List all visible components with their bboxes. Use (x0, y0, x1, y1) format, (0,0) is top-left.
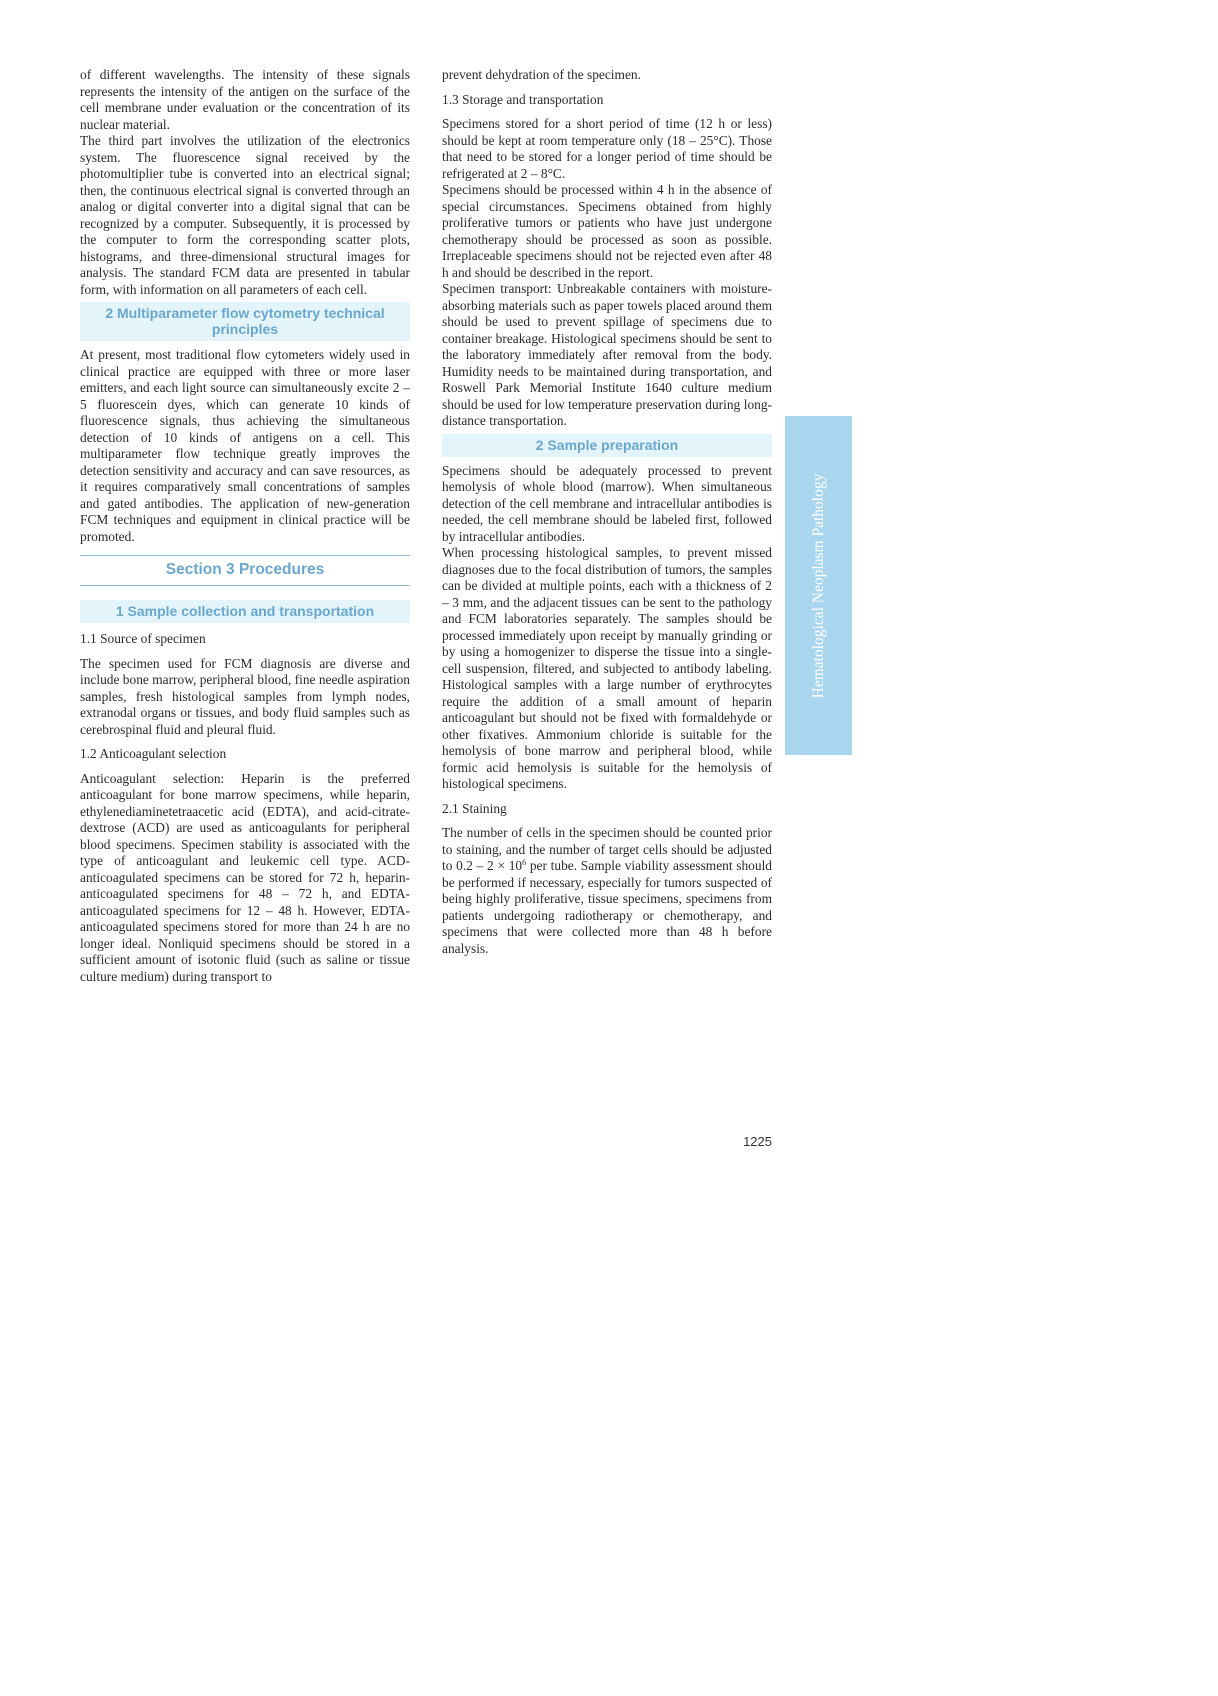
paragraph: of different wavelengths. The intensity of these signals represents the intensity of the antigen on the surface of the cell membrane under evaluation or the concentration of its nuclear material. (80, 67, 410, 132)
right-column (442, 67, 772, 957)
subheading-storage-transportation: 1.3 Storage and transportation (442, 91, 604, 107)
paragraph: prevent dehydration of the specimen. (442, 67, 641, 82)
paragraph: When processing histological samples, to prevent missed diagnoses due to the focal distribution of tumors, the samples can be divided at multiple points, each with a thickness of 2 – 3 mm, and the adjacent tissues can be sent to the pathology and FCM laboratories separately. The samples should be processed immediately upon receipt by manually grinding or by using a homogenizer to disperse the tissue into a single-cell suspension, filtered, and subjected to antibody labeling. Histological samples with a large number of erythrocytes require the addition of a small amount of heparin anticoagulant but should not be fixed with formaldehyde or other fixatives. Ammonium chloride is suitable for the hemolysis of bone marrow and peripheral blood, while formic acid hemolysis is suitable for the hemolysis of histological specimens. (442, 545, 772, 791)
paragraph: Specimens should be processed within 4 h in the absence of special circumstances. Specimens obtained from highly proliferative tumors or patients who have just undergone chemotherapy should be processed as soon as possible. Irreplaceable specimens should not be rejected even after 48 h and should be described in the report. (442, 182, 772, 280)
superscript: 6 (522, 858, 527, 867)
paragraph-staining (442, 825, 772, 957)
heading-sample-collection: 1 Sample collection and transportation (80, 600, 410, 623)
subheading-source-of-specimen: 1.1 Source of specimen (80, 631, 206, 646)
page-number: 1225 (743, 1134, 772, 1149)
heading-multiparameter-principles: 2 Multiparameter flow cytometry technical principles (80, 302, 410, 341)
paragraph: The specimen used for FCM diagnosis are diverse and include bone marrow, peripheral blood, fine needle aspiration samples, fresh histological samples from lymph nodes, extranodal organs or tissues, and body fluid samples such as cerebrospinal fluid and pleural fluid. (80, 655, 410, 737)
paragraph: At present, most traditional flow cytometers widely used in clinical practice are equipped with three or more laser emitters, and each light source can simultaneously excite 2 – 5 fluorescein dyes, which can generate 10 kinds of fluorescence signals, thus achieving the simultaneous detection of 10 kinds of antigens on a cell. This multiparameter flow technique greatly improves the detection sensitivity and accuracy and can save resources, as it requires comparatively small concentrations of samples and gated antibodies. The application of new-generation FCM techniques and equipment in clinical practice will be promoted. (80, 347, 410, 544)
side-tab-label: Hematological Neoplasm Pathology (809, 473, 827, 698)
paragraph: Specimen transport: Unbreakable containers with moisture-absorbing materials such as paper towels placed around them should be used to prevent spillage of specimens due to container breakage. Histological specimens should be sent to the laboratory immediately after removal from the body. Humidity needs to be maintained during transportation, and Roswell Park Memorial Institute 1640 culture medium should be used for low temperature preservation during long-distance transportation. (442, 281, 772, 428)
section-title: Section 3 Procedures (80, 555, 410, 586)
paragraph: Specimens stored for a short period of time (12 h or less) should be kept at room temperature only (18 – 25°C). Those that need to be stored for a longer period of time should be refrigerated at 2 – 8°C. (442, 116, 772, 181)
text-part: per tube. Sample viability assessment should be performed if necessary, especially for tumors suspected of being highly proliferative, tissue specimens, specimens from patients undergoing radiotherapy or chemotherapy, and specimens that were collected more than 48 h before analysis. (442, 858, 772, 956)
left-column (80, 67, 410, 985)
subheading-staining: 2.1 Staining (442, 800, 507, 816)
text-part: The number of cells in the specimen should be counted prior to staining, and the number of target cells should be adjusted to 0.2 – 2 × 10 (442, 825, 772, 873)
paragraph: Specimens should be adequately processed to prevent hemolysis of whole blood (marrow). When simultaneous detection of the cell membrane and intracellular antibodies is needed, the cell membrane should be labeled first, followed by intracellular antibodies. (442, 462, 772, 544)
paragraph: The third part involves the utilization of the electronics system. The fluorescence signal received by the photomultiplier tube is converted into an electrical signal; then, the continuous electrical signal is converted through an analog or digital converter into a digital signal that can be recognized by a computer. Subsequently, it is processed by the computer to form the corresponding scatter plots, histograms, and three-dimensional structural images for analysis. The standard FCM data are presented in tabular form, with information on all parameters of each cell. (80, 133, 410, 297)
heading-sample-preparation: 2 Sample preparation (442, 434, 772, 457)
subheading-anticoagulant-selection: 1.2 Anticoagulant selection (80, 746, 227, 761)
side-tab (785, 416, 852, 755)
paragraph: Anticoagulant selection: Heparin is the preferred anticoagulant for bone marrow specimens, while heparin, ethylenediaminetetraacetic acid (EDTA), and acid-citrate-dextrose (ACD) are used as anticoagulants for peripheral blood specimens. Specimen stability is associated with the type of anticoagulant and leukemic cell type. ACD-anticoagulated specimens can be stored for 72 h, heparin-anticoagulated specimens for 48 – 72 h, and EDTA-anticoagulated specimens for 12 – 48 h. However, EDTA-anticoagulated specimens stored for more than 24 h are no longer ideal. Nonliquid specimens should be stored in a sufficient amount of isotonic fluid (such as saline or tissue culture medium) during transport to (80, 770, 410, 984)
